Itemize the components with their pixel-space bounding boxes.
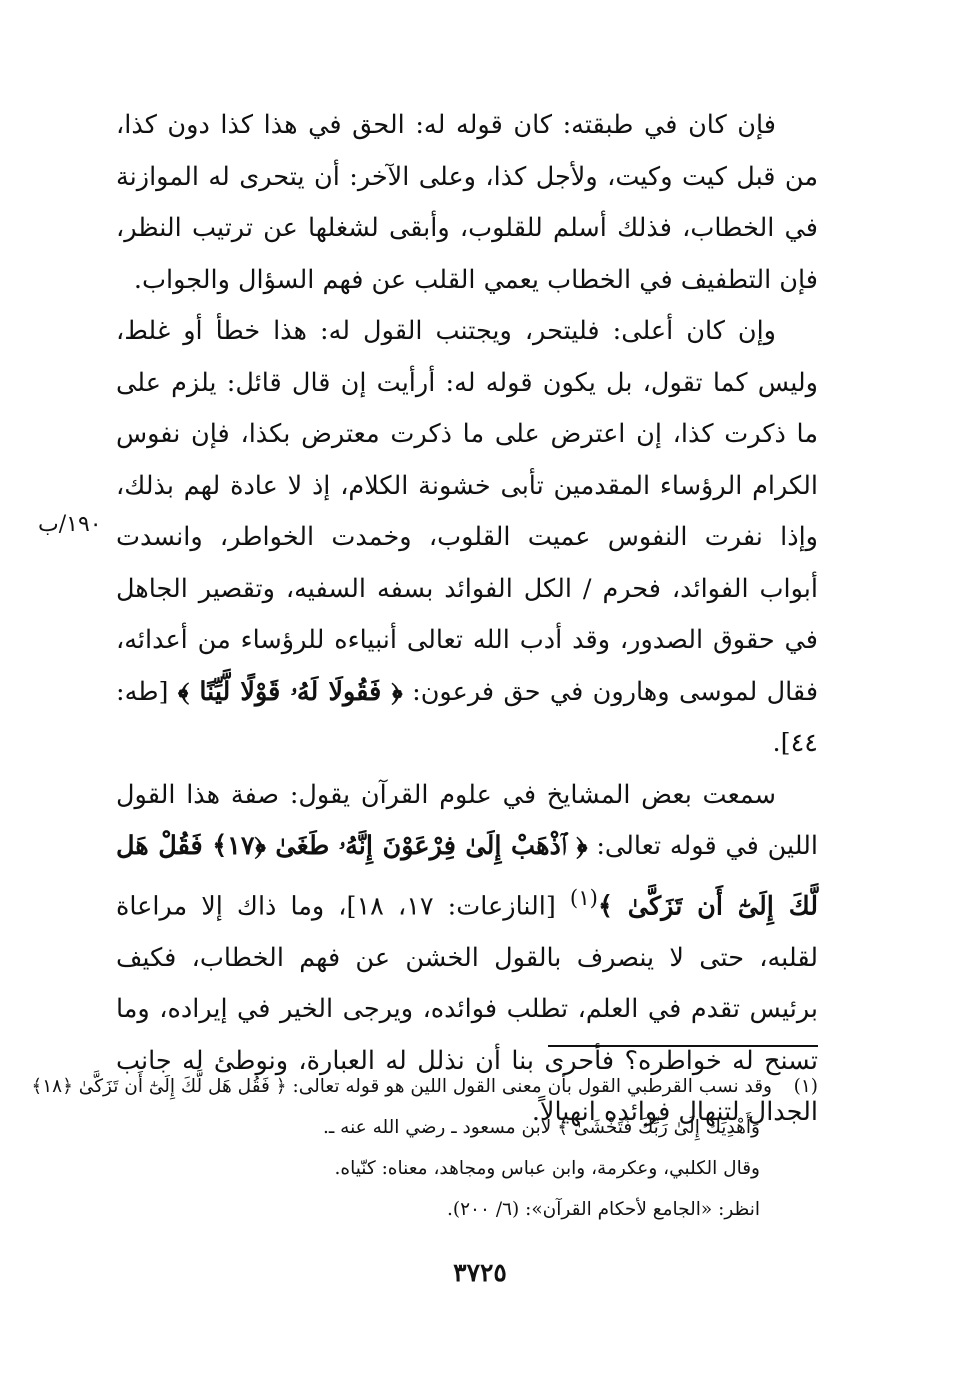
footnote-marker[interactable]: (١) — [569, 885, 598, 911]
quran-verse-taha: ﴿ فَقُولَا لَهُۥ قَوْلًا لَّيِّنًا ﴾ — [177, 676, 403, 707]
main-text — [116, 100, 818, 1139]
quran-verse-naziat: ﴿ ٱذْهَبْ إِلَىٰ فِرْعَوْنَ إِنَّهُۥ طَغَىٰ ﴿١٧﴾ فَقُلْ هَل لَّكَ إِلَىٰٓ أَن تَزَكَّىٰ ﴾ — [116, 831, 818, 921]
footnote-line-1 — [31, 1066, 818, 1107]
paragraph-3-text: سمعت بعض المشايخ في علوم القرآن يقول: صفة هذا القول اللين في قوله تعالى: — [116, 779, 819, 861]
footnote-line-2: وَأَهْدِيَكَ إِلَىٰ رَبِّكَ فَتَخْشَىٰ ﴾ لابن مسعود ـ رضي الله عنه ـ. — [322, 1117, 760, 1138]
footnote-line-4: انظر: «الجامع لأحكام القرآن»: (٦/ ٢٠٠). — [447, 1199, 760, 1220]
page-number: ٣٧٢٥ — [453, 1258, 507, 1287]
paragraph-3-continuation: ، وما ذاك إلا مراعاة لقلبه، حتى لا ينصرف بالقول الخشن عن فهم الخطاب، فكيف برئيس تقدم في العلم، تطلب فوائده، ويرجى الخير في إيراده، وما تسنح له خواطره؟ فأحرى بنا أن نذلل له العبارة، ونوطئ له جانب الجدال لتنهال فوائده انهيالاً. — [116, 891, 818, 1127]
footnote-divider — [548, 1045, 818, 1047]
manuscript-folio-note: ١٩٠/ب — [38, 512, 102, 537]
paragraph-1: فإن كان في طبقته: كان قوله له: الحق في هذا كذا دون كذا، من قبل كيت وكيت، ولأجل كذا، وعلى الآخر: أن يتحرى له الموازنة في الخطاب، فذلك أسلم للقلوب، وأبقى لشغلها عن ترتيب النظر، فإن التطفيف في الخطاب يعمي القلب عن فهم السؤال والجواب. — [116, 110, 818, 295]
footnote-number: (١) — [793, 1076, 818, 1097]
footnotes-section — [31, 1066, 818, 1230]
paragraph-2 — [116, 306, 818, 770]
footnote-line-3: وقال الكلبي، وعكرمة، وابن عباس ومجاهد، معناه: كنّياه. — [334, 1158, 760, 1179]
quran-reference-taha: [طه: ٤٤]. — [116, 676, 818, 758]
paragraph-2-text: وإن كان أعلى: فليتحر، ويجتنب القول له: هذا خطأ أو غلط، وليس كما تقول، بل يكون قوله له: أرأيت إن قال قائل: يلزم على ما ذكرت كذا، إن اعترض على ما ذكرت معترض بكذا، فإن نفوس الكرام الرؤساء المقدمين تأبى خشونة الكلام، إذ لا عادة لهم بذلك، وإذا نفرت النفوس عميت القلوب، وخمدت الخواطر، وانسدت أبواب الفوائد، فحرم / الكل الفوائد بسفه السفيه، وتقصير الجاهل في حقوق الصدور، وقد أدب الله تعالى أنبياءه للرؤساء من أعدائه، فقال لموسى وهارون في حق فرعون: — [116, 316, 819, 707]
quran-reference-naziat: [النازعات: ١٧، ١٨] — [346, 891, 556, 921]
footnote-text-1: وقد نسب القرطبي القول بأن معنى القول اللين هو قوله تعالى: ﴿ فَقُل هَل لَّكَ إِلَىٰٓ أَن تَزَكَّىٰ ﴿١٨﴾ — [31, 1076, 772, 1097]
